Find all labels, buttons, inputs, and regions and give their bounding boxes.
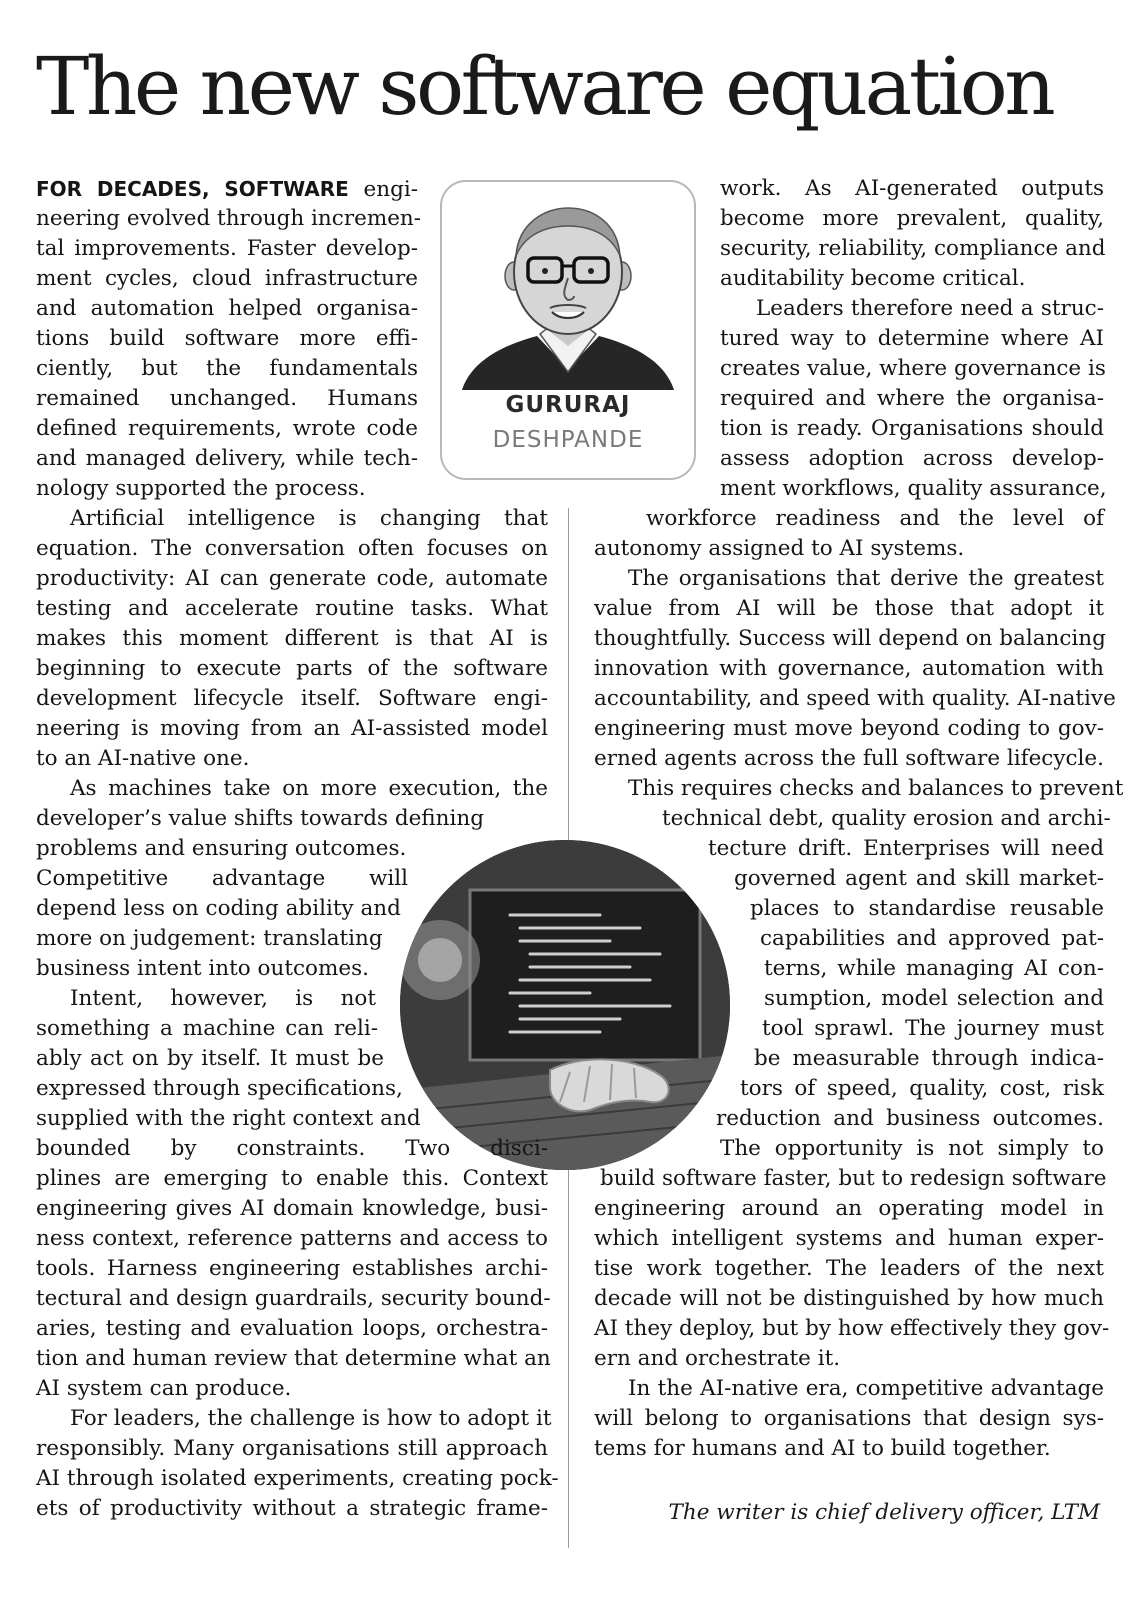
right-column-line: decade will not be distinguished by how much [594,1286,1104,1311]
lead-in-text: FOR DECADES, SOFTWARE [36,177,349,201]
left-column-line: developer’s value shifts towards defining [36,806,484,831]
author-last-name: DESHPANDE [492,427,644,453]
left-column-line: beginning to execute parts of the software [36,656,548,681]
right-column-line: tecture drift. Enterprises will need [708,836,1104,861]
left-column-line: tions build software more effi- [36,326,418,351]
right-column-line: The organisations that derive the greatest [628,566,1104,591]
right-column-line: ment workflows, quality assurance, [720,476,1107,501]
author-portrait-card [440,180,696,480]
left-column-line: business intent into outcomes. [36,956,369,981]
left-column-line: neering evolved through incremen- [36,206,422,231]
left-column-line: Competitive advantage will [36,866,408,891]
right-column-line: work. As AI-generated outputs [720,176,1104,201]
left-column-line: expressed through specifications, [36,1076,403,1101]
right-column-line: governed agent and skill market- [734,866,1104,891]
left-column-line: AI system can produce. [36,1376,292,1401]
right-column-line: which intelligent systems and human exper- [594,1226,1104,1251]
left-column-line: defined requirements, wrote code [36,416,418,441]
left-column-line: makes this moment different is that AI is [36,626,548,651]
left-column-line: remained unchanged. Humans [36,386,418,411]
right-column-line: AI they deploy, but by how effectively they gov- [594,1316,1110,1341]
laptop-photo-illustration [400,840,730,1170]
left-column-line: nology supported the process. [36,476,366,501]
left-column-line: productivity: AI can generate code, automate [36,566,548,591]
left-column-line: ment cycles, cloud infrastructure [36,266,418,291]
laptop-photo [400,840,730,1170]
left-column-line: to an AI-native one. [36,746,250,771]
right-column-line: In the AI-native era, competitive advantage [628,1376,1104,1401]
left-column-line: plines are emerging to enable this. Context [36,1166,548,1191]
right-column-line: This requires checks and balances to prevent [628,776,1124,801]
left-column-line: development lifecycle itself. Software engi- [36,686,548,711]
left-column-line: ably act on by itself. It must be [36,1046,384,1071]
right-column-line: will belong to organisations that design sys- [594,1406,1104,1431]
left-column-line: AI through isolated experiments, creating pock- [36,1466,559,1491]
left-column-line: something a machine can reli- [36,1016,378,1041]
left-column-line: responsibly. Many organisations still approach [36,1436,548,1461]
right-column-line: ern and orchestrate it. [594,1346,841,1371]
right-column-line: security, reliability, compliance and [720,236,1106,261]
left-column-line: As machines take on more execution, the [70,776,548,801]
left-column-line: depend less on coding ability and [36,896,401,921]
right-column-line: tool sprawl. The journey must [762,1016,1104,1041]
right-column-line: build software faster, but to redesign software [600,1166,1107,1191]
left-column-line: neering is moving from an AI-assisted model [36,716,548,741]
right-column-line: tured way to determine where AI [720,326,1104,351]
author-first-name: GURURAJ [505,392,631,418]
right-column-line: sumption, model selection and [764,986,1104,1011]
right-column-line: tise work together. The leaders of the next [594,1256,1104,1281]
right-column-line: workforce readiness and the level of [646,506,1104,531]
left-column-line: bounded by constraints. Two disci- [36,1136,548,1161]
right-column-line: engineering around an operating model in [594,1196,1104,1221]
left-column-line: tion and human review that determine what an [36,1346,551,1371]
right-column-line: capabilities and approved pat- [760,926,1104,951]
right-column-line: be measurable through indica- [754,1046,1104,1071]
right-column-line: places to standardise reusable [750,896,1104,921]
article-headline: The new software equation [36,40,1053,133]
left-column-line: and automation helped organisa- [36,296,418,321]
left-column-line: equation. The conversation often focuses on [36,536,548,561]
left-column-line: For leaders, the challenge is how to adopt it [70,1406,552,1431]
right-column-line: erned agents across the full software lifecycle. [594,746,1104,771]
left-column-line: ciently, but the fundamentals [36,356,418,381]
right-column-line: engineering must move beyond coding to gov- [594,716,1104,741]
right-column-line: Leaders therefore need a struc- [756,296,1104,321]
left-column-line: and managed delivery, while tech- [36,446,418,471]
right-column-line: autonomy assigned to AI systems. [594,536,965,561]
left-column-line: supplied with the right context and [36,1106,421,1131]
left-column-line: testing and accelerate routine tasks. What [36,596,548,621]
left-column-line: more on judgement: translating [36,926,383,951]
writer-credit: The writer is chief delivery officer, LTM [668,1500,1100,1525]
left-column-line: problems and ensuring outcomes. [36,836,407,861]
left-column-line: tal improvements. Faster develop- [36,236,418,261]
right-column-line: become more prevalent, quality, [720,206,1104,231]
left-column-line: tools. Harness engineering establishes archi- [36,1256,548,1281]
left-column-line [36,174,418,204]
right-column-line: tion is ready. Organisations should [720,416,1104,441]
right-column-line: tors of speed, quality, cost, risk [740,1076,1104,1101]
left-column-line: engineering gives AI domain knowledge, busi- [36,1196,548,1221]
right-column-line: assess adoption across develop- [720,446,1104,471]
right-column-line: tems for humans and AI to build together. [594,1436,1051,1461]
left-column-line: ness context, reference patterns and access to [36,1226,548,1251]
right-column-line: auditability become critical. [720,266,1026,291]
right-column-line: accountability, and speed with quality. AI-native [594,686,1116,711]
right-column-line: required and where the organisa- [720,386,1104,411]
right-column-line: reduction and business outcomes. [716,1106,1104,1131]
left-column-line: ets of productivity without a strategic frame- [36,1496,548,1521]
left-column-line: aries, testing and evaluation loops, orchestra- [36,1316,548,1341]
left-column-line: Artificial intelligence is changing that [70,506,548,531]
left-column-line: Intent, however, is not [70,986,376,1011]
left-column-line: tectural and design guardrails, security bound- [36,1286,551,1311]
right-column-line: creates value, where governance is [720,356,1106,381]
right-column-line: thoughtfully. Success will depend on balancing [594,626,1106,651]
right-column-line: innovation with governance, automation with [594,656,1104,681]
right-column-line: The opportunity is not simply to [720,1136,1104,1161]
right-column-line: technical debt, quality erosion and archi- [662,806,1111,831]
right-column-line: terns, while managing AI con- [764,956,1104,981]
right-column-line: value from AI will be those that adopt it [594,596,1104,621]
author-portrait-illustration [452,194,684,390]
lead-continuation: engi- [348,177,419,202]
